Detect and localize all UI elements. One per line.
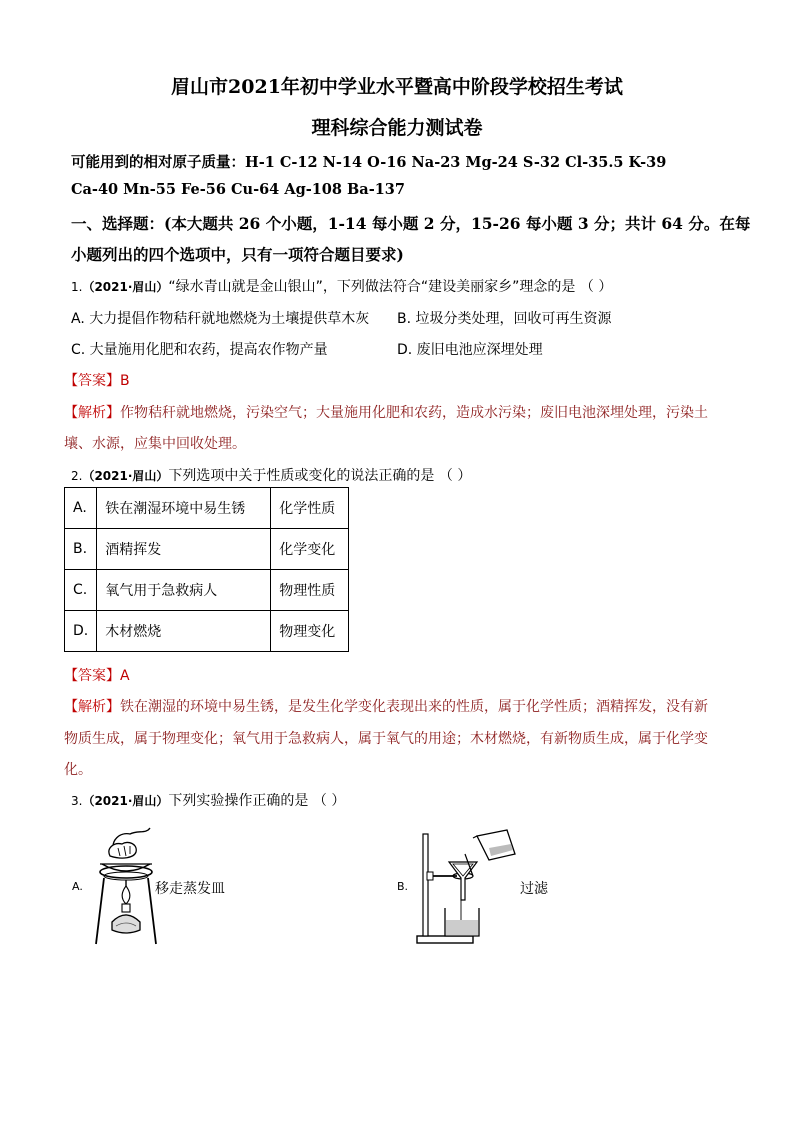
table-cell-category: 物理变化	[271, 611, 349, 652]
q2-explanation-line-3: 化。	[64, 762, 92, 778]
question-2-stem	[71, 465, 471, 485]
q3-option-b-letter: B.	[397, 880, 409, 893]
table-cell-category: 化学变化	[271, 529, 349, 570]
q2-answer	[64, 665, 130, 685]
q2-options-table	[64, 487, 349, 652]
question-source-tag: （2021·眉山）	[82, 794, 169, 808]
question-number: 1.	[71, 280, 83, 294]
q1-option-a: A. 大力提倡作物秸秆就地燃烧为土壤提供草木灰	[71, 311, 370, 327]
explanation-label: 【解析】	[64, 699, 120, 715]
table-cell-description: 铁在潮湿环境中易生锈	[97, 488, 271, 529]
section-heading-line-1: 一、选择题：(本大题共 26 个小题，1-14 每小题 2 分，15-26 每小题 3 分；共计 64 分。在每	[71, 214, 751, 233]
table-row	[65, 488, 349, 529]
table-cell-letter: B.	[65, 529, 97, 570]
question-source-tag: （2021·眉山）	[82, 469, 169, 483]
evaporating-dish-illustration	[92, 826, 160, 948]
q2-explanation-line-1	[64, 696, 708, 716]
q1-explanation-line-1	[64, 402, 708, 422]
answer-value: A	[120, 668, 130, 684]
q1-option-d: D. 废旧电池应深埋处理	[397, 342, 543, 358]
question-1-stem	[71, 276, 612, 296]
filtration-illustration	[415, 824, 527, 946]
question-number: 2.	[71, 469, 83, 483]
answer-value: B	[120, 373, 130, 389]
explanation-label: 【解析】	[64, 405, 120, 421]
explanation-text: 铁在潮湿的环境中易生锈，是发生化学变化表现出来的性质，属于化学性质；酒精挥发，没有新	[120, 699, 708, 715]
atomic-mass-line-1: 可能用到的相对原子质量：H-1 C-12 N-14 O-16 Na-23 Mg-24 S-32 Cl-35.5 K-39	[71, 154, 667, 171]
table-row	[65, 570, 349, 611]
table-cell-description: 木材燃烧	[97, 611, 271, 652]
q1-option-b: B. 垃圾分类处理，回收可再生资源	[397, 311, 612, 327]
q3-option-b-text: 过滤	[520, 881, 548, 897]
q3-option-a-letter: A.	[72, 880, 83, 893]
table-cell-description: 酒精挥发	[97, 529, 271, 570]
q3-option-a-text: 移走蒸发皿	[155, 881, 225, 897]
table-cell-description: 氧气用于急救病人	[97, 570, 271, 611]
question-text: 下列实验操作正确的是 （ ）	[168, 793, 346, 809]
q1-option-c: C. 大量施用化肥和农药，提高农作物产量	[71, 342, 328, 358]
page-subtitle: 理科综合能力测试卷	[311, 117, 483, 139]
table-cell-letter: C.	[65, 570, 97, 611]
question-text: 下列选项中关于性质或变化的说法正确的是 （ ）	[168, 468, 472, 484]
q1-answer	[64, 370, 130, 390]
page-title: 眉山市2021年初中学业水平暨高中阶段学校招生考试	[171, 76, 623, 98]
table-cell-letter: D.	[65, 611, 97, 652]
atomic-mass-line-2: Ca-40 Mn-55 Fe-56 Cu-64 Ag-108 Ba-137	[71, 181, 405, 198]
question-number: 3.	[71, 794, 83, 808]
table-row	[65, 611, 349, 652]
q1-explanation-line-2: 壤、水源，应集中回收处理。	[64, 436, 246, 452]
question-3-stem	[71, 790, 345, 810]
table-cell-category: 物理性质	[271, 570, 349, 611]
question-text: “绿水青山就是金山银山”，下列做法符合“建设美丽家乡”理念的是 （ ）	[168, 279, 613, 295]
table-cell-letter: A.	[65, 488, 97, 529]
section-heading-line-2: 小题列出的四个选项中，只有一项符合题目要求)	[71, 245, 404, 264]
answer-label: 【答案】	[64, 668, 120, 684]
q2-explanation-line-2: 物质生成，属于物理变化；氧气用于急救病人，属于氧气的用途；木材燃烧，有新物质生成，属于化学变	[64, 731, 708, 747]
explanation-text: 作物秸秆就地燃烧，污染空气；大量施用化肥和农药，造成水污染；废旧电池深埋处理，污染土	[120, 405, 708, 421]
question-source-tag: （2021·眉山）	[82, 280, 169, 294]
table-row	[65, 529, 349, 570]
answer-label: 【答案】	[64, 373, 120, 389]
table-cell-category: 化学性质	[271, 488, 349, 529]
